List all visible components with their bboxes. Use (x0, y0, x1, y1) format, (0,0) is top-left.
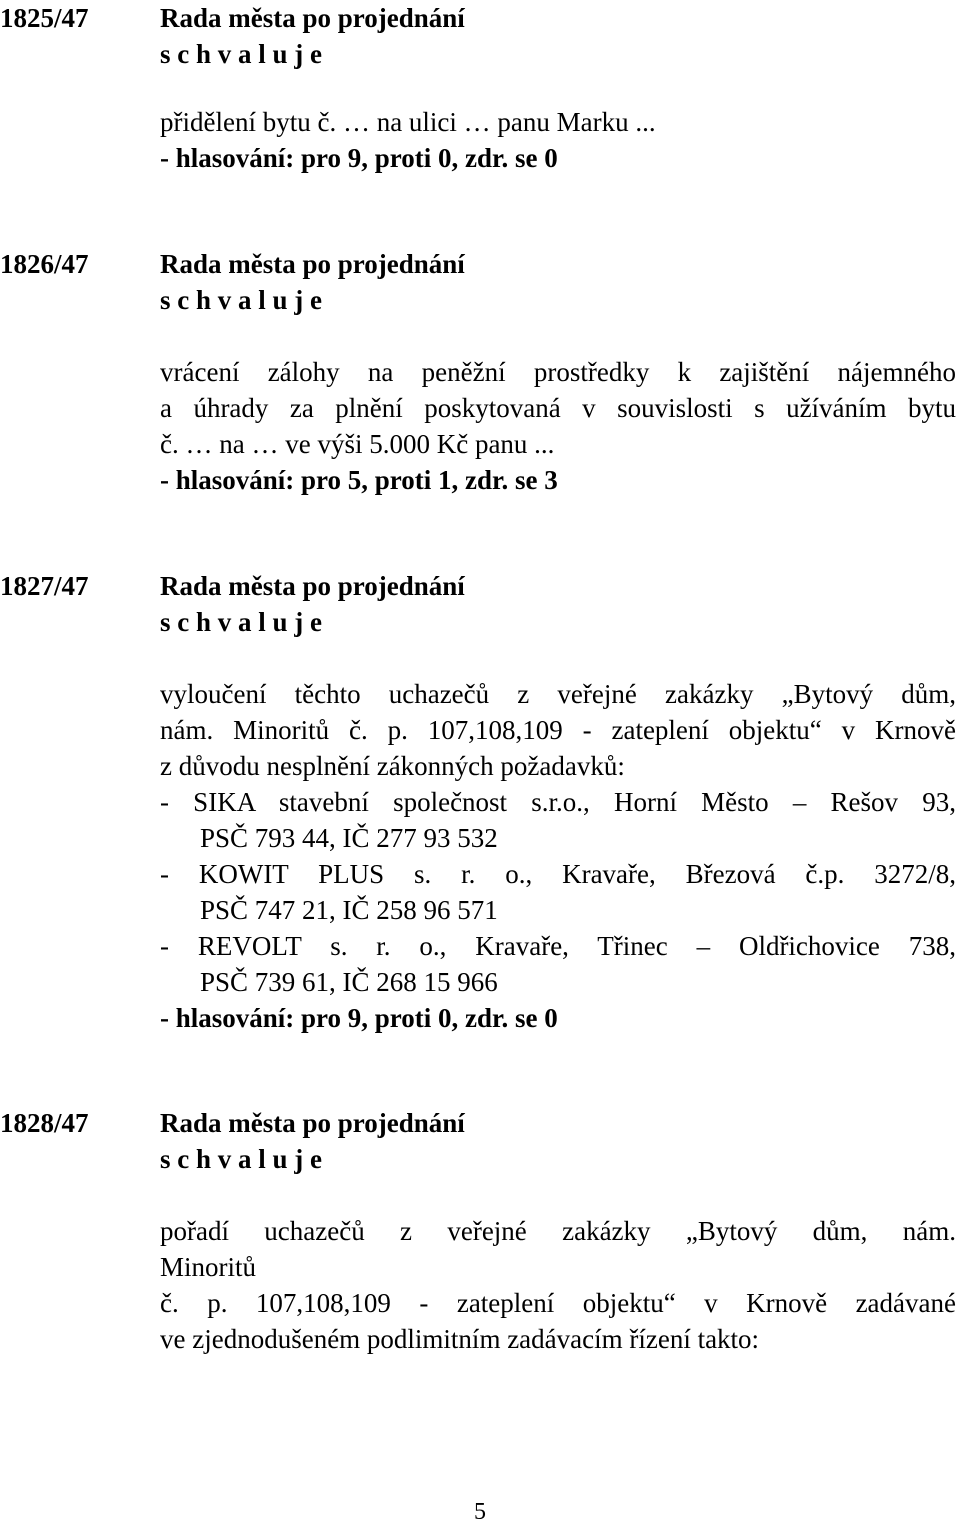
resolution-verb: s c h v a l u j e (160, 1144, 322, 1174)
resolution-heading: Rada města po projednání (160, 571, 465, 601)
body-line: č. … na … ve výši 5.000 Kč panu ... (160, 429, 555, 459)
body-line: pořadí uchazečů z veřejné zakázky „Bytový dům, nám. (160, 1216, 956, 1246)
body-line: a úhrady za plnění poskytovaná v souvislosti s užíváním bytu (160, 393, 956, 423)
bidder-line: - REVOLT s. r. o., Kravaře, Třinec – Oldřichovice 738, (160, 931, 956, 961)
resolution-verb: s c h v a l u j e (160, 607, 322, 637)
resolution-body (160, 104, 956, 140)
resolution-number: 1828/47 (0, 1108, 89, 1138)
resolution-body (160, 1213, 956, 1357)
vote-result: - hlasování: pro 9, proti 0, zdr. se 0 (160, 143, 558, 173)
resolution-heading: Rada města po projednání (160, 1108, 465, 1138)
resolution-heading: Rada města po projednání (160, 249, 465, 279)
body-line: nám. Minoritů č. p. 107,108,109 - zateplení objektu“ v Krnově (160, 715, 956, 745)
bidder-address-line: PSČ 739 61, IČ 268 15 966 (200, 967, 498, 997)
resolution-body (160, 676, 956, 1000)
body-line: Minoritů (160, 1252, 257, 1282)
vote-result: - hlasování: pro 5, proti 1, zdr. se 3 (160, 465, 558, 495)
bidder-line: - KOWIT PLUS s. r. o., Kravaře, Březová č.p. 3272/8, (160, 859, 956, 889)
bidder-address-line: PSČ 793 44, IČ 277 93 532 (200, 823, 498, 853)
resolution-heading: Rada města po projednání (160, 3, 465, 33)
bidder-address-line: PSČ 747 21, IČ 258 96 571 (200, 895, 498, 925)
body-line: vyloučení těchto uchazečů z veřejné zakázky „Bytový dům, (160, 679, 956, 709)
resolution-body (160, 354, 956, 462)
resolution-number: 1827/47 (0, 571, 89, 601)
body-line: č. p. 107,108,109 - zateplení objektu“ v Krnově zadávané (160, 1288, 956, 1318)
bidder-line: - SIKA stavební společnost s.r.o., Horní Město – Rešov 93, (160, 787, 956, 817)
vote-result: - hlasování: pro 9, proti 0, zdr. se 0 (160, 1003, 558, 1033)
resolution-verb: s c h v a l u j e (160, 39, 322, 69)
body-line: vrácení zálohy na peněžní prostředky k zajištění nájemného (160, 357, 956, 387)
body-line: přidělení bytu č. … na ulici … panu Marku ... (160, 107, 656, 137)
body-line: z důvodu nesplnění zákonných požadavků: (160, 751, 625, 781)
resolution-verb: s c h v a l u j e (160, 285, 322, 315)
page-number: 5 (474, 1499, 486, 1525)
resolution-number: 1826/47 (0, 249, 89, 279)
resolution-number: 1825/47 (0, 3, 89, 33)
body-line: ve zjednodušeném podlimitním zadávacím řízení takto: (160, 1324, 760, 1354)
